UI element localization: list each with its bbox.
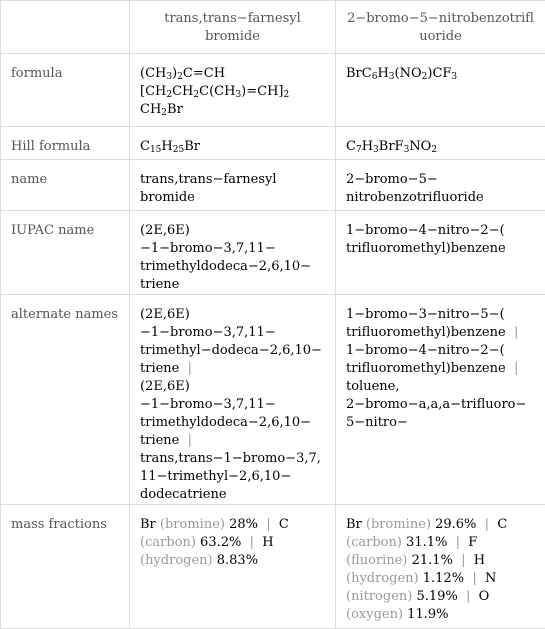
corner-cell: [1, 1, 130, 54]
name-value-2: 2−bromo−5− nitrobenzotrifluoride: [336, 160, 545, 211]
alternate-names-value-1: (2E,6E)−1−bromo−3,7,11− trimethyl−dodeca−2,6,10− triene | (2E,6E)−1−bromo−3,7,11− trimethyldodeca−2,6,10− triene | trans,trans−1−bromo−3,7, 11−trimethyl−2,6,10− dodecatriene: [130, 295, 336, 505]
table-row-formula: [1, 54, 545, 127]
mass-fractions-value-2: Br (bromine) 29.6% | C (carbon) 31.1% | F (fluorine) 21.1% | H (hydrogen) 1.12% | N (nitrogen) 5.19% | O (oxygen) 11.9%: [336, 505, 545, 629]
hill-value-2: $C_7H_3BrF_3NO_2$: [336, 127, 545, 160]
hill-value-1: $C_{15}H_{25}Br$: [130, 127, 336, 160]
table-row-iupac: [1, 211, 545, 295]
mass-fractions-value-1: Br (bromine) 28% | C (carbon) 63.2% | H (hydrogen) 8.83%: [130, 505, 336, 629]
row-label-hill: Hill formula: [1, 127, 130, 160]
row-label-iupac: IUPAC name: [1, 211, 130, 295]
table-row-alternate-names: [1, 295, 545, 505]
row-label-mass-fractions: mass fractions: [1, 505, 130, 629]
table-row-name: [1, 160, 545, 211]
column-header-1: trans,trans−farnesyl bromide: [130, 1, 336, 54]
iupac-value-1: (2E,6E)−1−bromo−3,7,11− trimethyldodeca−2,6,10− triene: [130, 211, 336, 295]
table-row-hill: [1, 127, 545, 160]
formula-value-1: $(CH_3)_2C=CH$ $[CH_2CH_2C(CH_3)=CH]_2$ $CH_2Br$: [130, 54, 336, 127]
table-row-mass-fractions: [1, 505, 545, 629]
row-label-formula: formula: [1, 54, 130, 127]
alternate-names-value-2: 1−bromo−3−nitro−5−( trifluoromethyl)benzene | 1−bromo−4−nitro−2−( trifluoromethyl)benzene | toluene, 2−bromo−a,a,a−trifluoro− 5−nitro−: [336, 295, 545, 505]
iupac-value-2: 1−bromo−4−nitro−2−( trifluoromethyl)benzene: [336, 211, 545, 295]
name-value-1: trans,trans−farnesyl bromide: [130, 160, 336, 211]
row-label-alternate-names: alternate names: [1, 295, 130, 505]
header-row: [1, 1, 545, 54]
formula-value-2: $BrC_6H_3(NO_2)CF_3$: [336, 54, 545, 127]
column-header-2: 2−bromo−5−nitrobenzotrifluoride: [336, 1, 545, 54]
row-label-name: name: [1, 160, 130, 211]
